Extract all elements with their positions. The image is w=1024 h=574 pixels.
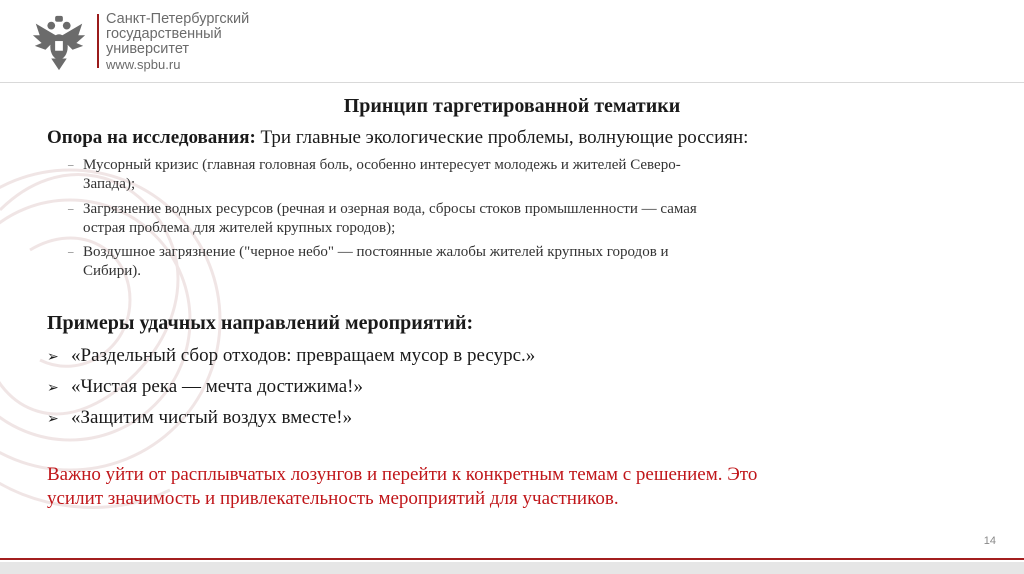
example-text: «Защитим чистый воздух вместе!» bbox=[71, 407, 353, 428]
arrow-bullet-icon: ➢ bbox=[47, 349, 59, 365]
dash-icon: – bbox=[68, 203, 74, 215]
note-line2: усилит значимость и привлекательность мероприятий для участников. bbox=[47, 488, 619, 509]
university-name bbox=[106, 12, 249, 72]
problem-line2: Запада); bbox=[83, 176, 136, 192]
example-item bbox=[47, 345, 535, 367]
dash-icon: – bbox=[68, 159, 74, 171]
problem-line2: Сибири). bbox=[83, 263, 141, 279]
footer-gray-bar bbox=[0, 562, 1024, 574]
problem-item bbox=[68, 156, 903, 194]
org-name-line2: государственный bbox=[106, 26, 222, 42]
highlight-note bbox=[47, 463, 1007, 511]
intro-bold: Опора на исследования: bbox=[47, 127, 256, 148]
org-name-line1: Санкт-Петербургский bbox=[106, 11, 250, 27]
problem-item bbox=[68, 200, 903, 238]
header-divider bbox=[97, 14, 99, 68]
dash-icon: – bbox=[68, 246, 74, 258]
example-text: «Раздельный сбор отходов: превращаем мусор в ресурс.» bbox=[71, 345, 536, 366]
example-item bbox=[47, 376, 363, 398]
problem-line1: Мусорный кризис (главная головная боль, особенно интересует молодежь и жителей Северо- bbox=[83, 157, 681, 173]
note-line1: Важно уйти от расплывчатых лозунгов и перейти к конкретным темам с решением. Это bbox=[47, 464, 758, 485]
problem-item bbox=[68, 243, 903, 281]
problem-line2: острая проблема для жителей крупных городов); bbox=[83, 220, 396, 236]
university-emblem-icon bbox=[30, 14, 88, 72]
slide-title: Принцип таргетированной тематики bbox=[343, 95, 681, 117]
page-number: 14 bbox=[983, 535, 996, 547]
org-name-line3: университет bbox=[106, 41, 190, 57]
problem-line1: Воздушное загрязнение ("черное небо" — постоянные жалобы жителей крупных городов и bbox=[83, 244, 669, 260]
examples-heading: Примеры удачных направлений мероприятий: bbox=[47, 312, 474, 334]
intro-text: Три главные экологические проблемы, волнующие россиян: bbox=[260, 127, 749, 148]
example-item bbox=[47, 407, 352, 429]
footer-red-bar bbox=[0, 558, 1024, 560]
header-rule bbox=[0, 82, 1024, 83]
intro-line bbox=[47, 127, 748, 149]
arrow-bullet-icon: ➢ bbox=[47, 411, 59, 427]
header bbox=[0, 0, 1024, 82]
arrow-bullet-icon: ➢ bbox=[47, 380, 59, 396]
example-text: «Чистая река — мечта достижима!» bbox=[71, 376, 363, 397]
website-link[interactable]: www.spbu.ru bbox=[106, 57, 181, 72]
problem-line1: Загрязнение водных ресурсов (речная и озерная вода, сбросы стоков промышленности — самая bbox=[83, 201, 697, 217]
